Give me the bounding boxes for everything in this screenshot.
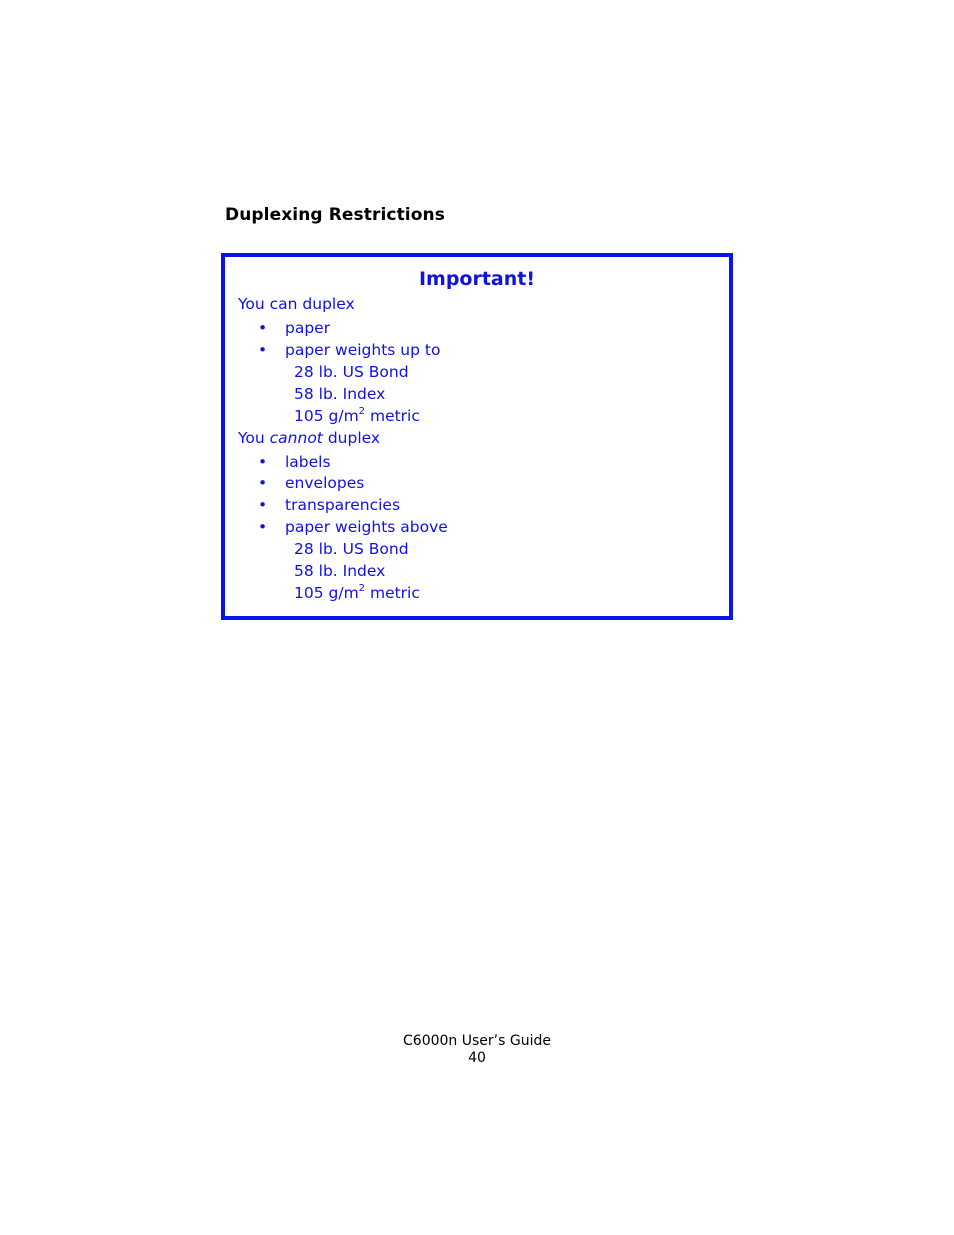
section-title: Duplexing Restrictions: [225, 205, 445, 225]
bullet-marker: •: [258, 319, 268, 337]
cannot-duplex-item-transparencies: transparencies: [285, 496, 401, 514]
important-heading: Important!: [418, 268, 536, 290]
bullet-marker: •: [258, 496, 268, 514]
important-notice-box: [221, 253, 733, 620]
bullet-marker: •: [258, 518, 268, 536]
can-weight-index: 58 lb. Index: [294, 385, 386, 403]
cannot-duplex-intro: You cannot duplex: [238, 429, 381, 447]
cannot-weight-index: 58 lb. Index: [294, 562, 386, 580]
cannot-duplex-item-labels: labels: [285, 453, 331, 471]
cannot-weight-metric: 105 $g/m^2$ metric: [294, 582, 420, 602]
bullet-marker: •: [258, 453, 268, 471]
bullet-marker: •: [258, 474, 268, 492]
cannot-duplex-item-envelopes: envelopes: [285, 474, 365, 492]
can-weight-us-bond: 28 lb. US Bond: [294, 363, 409, 381]
cannot-duplex-item-paper-weights-above: paper weights above: [285, 518, 448, 536]
cannot-weight-us-bond: 28 lb. US Bond: [294, 540, 409, 558]
can-weight-metric: 105 $g/m^2$ metric: [294, 405, 420, 425]
bullet-marker: •: [258, 341, 268, 359]
footer-page-number: 40: [468, 1050, 486, 1066]
can-duplex-intro: You can duplex: [238, 295, 355, 313]
can-duplex-item-paper-weights: paper weights up to: [285, 341, 441, 359]
can-duplex-item-paper: paper: [285, 319, 331, 337]
footer-guide-title: C6000n User’s Guide: [403, 1033, 551, 1049]
